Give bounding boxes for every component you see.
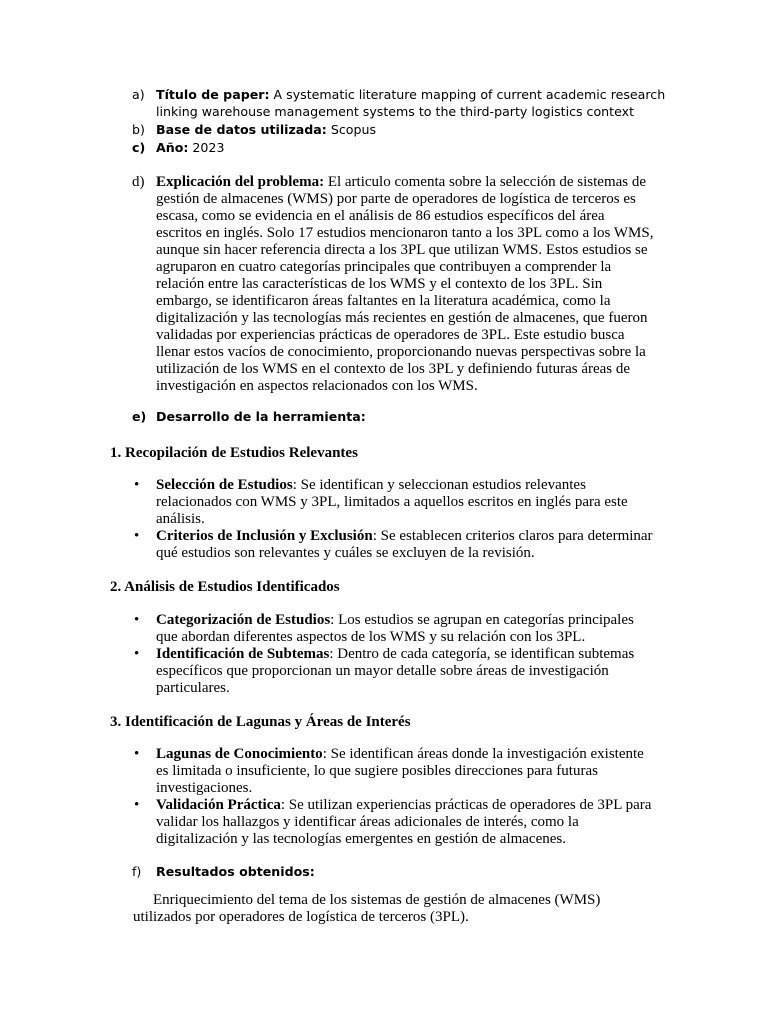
results-text: Enriquecimiento del tema de los sistemas de gestión de almacenes (WMS) utilizados por operadores de logística de terceros (3PL).: [133, 892, 601, 925]
section-heading: 3. Identificación de Lagunas y Áreas de Interés: [110, 714, 411, 730]
bullet-text: : Los estudios se agrupan en categorías principales que abordan diferentes aspectos de los WMS y su relación con los 3PL.: [156, 612, 634, 645]
item-label: Año:: [156, 140, 189, 155]
section-heading: 2. Análisis de Estudios Identificados: [110, 579, 340, 595]
item-value: A systematic literature mapping of current academic research linking warehouse management systems to the third-party logistics context: [156, 87, 666, 119]
item-value: El articulo comenta sobre la selección de sistemas de gestión de almacenes (WMS) por parte de operadores de logística de terceros es escasa, como se evidencia en el análisis de 86 estudios específicos del área escritos en inglés. Solo 17 estudios mencionaron tanto a los 3PL como a los WMS, aunque sin hacer referencia directa a los 3PL que utilizan WMS. Estos estudios se agruparon en cuatro categorías principales que contribuyen a comprender la relación entre las características de los WMS y el contexto de los 3PL. Sin embargo, se identificaron áreas faltantes en la literatura académica, como la digitalización y las tecnologías más recientes en gestión de almacenes, que fueron validadas por experiencias prácticas de operadores de 3PL. Este estudio busca llenar estos vacíos de conocimiento, proporcionando nuevas perspectivas sobre la utilización de los WMS en el contexto de los 3PL y definiendo futuras áreas de investigación en aspectos relacionados con los WMS.: [156, 174, 654, 394]
section-list: [134, 612, 654, 697]
bullet-icon: •: [134, 746, 140, 762]
item-marker: d): [132, 174, 145, 190]
list-item: [134, 646, 654, 697]
bullet-term: Criterios de Inclusión y Exclusión: [156, 528, 373, 544]
bullet-text: : Dentro de cada categoría, se identifican subtemas específicos que proporcionan un mayor detalle sobre áreas de investigación particulares.: [156, 646, 635, 696]
item-label: Base de datos utilizada:: [156, 122, 327, 137]
list-item: [134, 746, 654, 797]
bullet-term: Identificación de Subtemas: [156, 646, 330, 662]
item-label: Título de paper:: [156, 87, 270, 102]
list-item: [134, 797, 654, 848]
bullet-icon: •: [134, 477, 140, 493]
item-marker: e): [132, 409, 147, 424]
bullet-icon: •: [134, 612, 140, 628]
item-database: [134, 121, 674, 138]
item-problem: [134, 174, 654, 395]
item-paper-title: [134, 86, 674, 120]
item-year: [134, 139, 674, 156]
item-label: Desarrollo de la herramienta:: [156, 409, 366, 424]
list-item: [134, 528, 654, 562]
item-marker: c): [132, 140, 146, 155]
bullet-term: Selección de Estudios: [156, 477, 293, 493]
item-label: Resultados obtenidos:: [156, 864, 315, 879]
item-value: 2023: [188, 140, 225, 155]
list-item: [134, 612, 654, 646]
bullet-text: : Se identifican áreas donde la investigación existente es limitada o insuficiente, lo que sugiere posibles direcciones para futuras investigaciones.: [156, 746, 644, 796]
bullet-text: : Se establecen criterios claros para determinar qué estudios son relevantes y cuáles se excluyen de la revisión.: [156, 528, 653, 561]
section-heading: 1. Recopilación de Estudios Relevantes: [110, 445, 358, 461]
bullet-icon: •: [134, 646, 140, 662]
bullet-icon: •: [134, 797, 140, 813]
section-list: [134, 746, 654, 848]
list-item: [134, 477, 654, 528]
bullet-term: Validación Práctica: [156, 797, 281, 813]
bullet-text: : Se identifican y seleccionan estudios relevantes relacionados con WMS y 3PL, limitados a aquellos escritos en inglés para este análisis.: [156, 477, 628, 527]
item-label: Explicación del problema:: [156, 174, 325, 190]
item-marker: b): [132, 122, 145, 137]
item-value: Scopus: [326, 122, 377, 137]
item-results: [134, 863, 674, 880]
bullet-icon: •: [134, 528, 140, 544]
bullet-term: Categorización de Estudios: [156, 612, 331, 628]
bullet-text: : Se utilizan experiencias prácticas de operadores de 3PL para validar los hallazgos y identificar áreas adicionales de interés, como la digitalización y las tecnologías emergentes en gestión de almacenes.: [156, 797, 652, 847]
item-marker: f): [132, 864, 142, 879]
section-list: [134, 477, 654, 562]
item-tool: [134, 408, 674, 425]
item-marker: a): [132, 87, 145, 102]
bullet-term: Lagunas de Conocimiento: [156, 746, 323, 762]
